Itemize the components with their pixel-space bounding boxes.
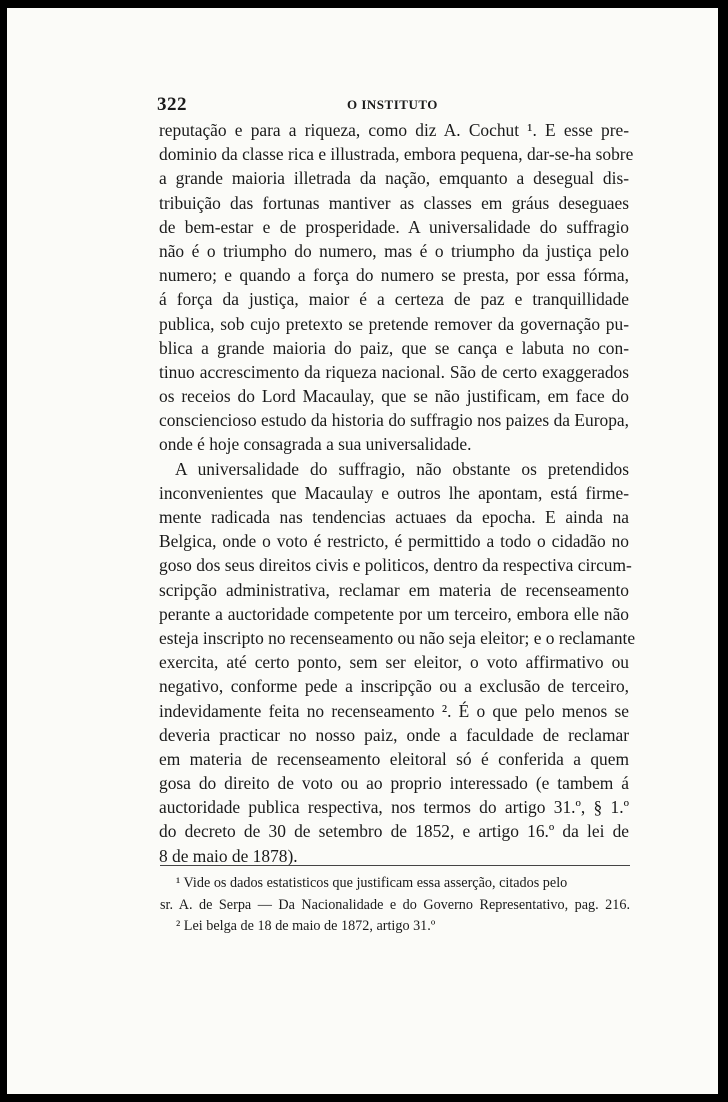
text-line: mente radicada nas tendencias actuaes da epocha. E ainda na — [159, 507, 629, 527]
text-line: gosa do direito de voto ou ao proprio interessado (e tambem á — [159, 773, 629, 794]
text-line: tinuo accrescimento da riqueza nacional. São de certo exaggerados — [159, 361, 629, 382]
text-line: numero; e quando a força do numero se presta, por essa fórma, — [159, 265, 629, 286]
text-line: inconvenientes que Macaulay e outros lhe apontam, está firme- — [159, 482, 629, 503]
page-number: 322 — [157, 94, 187, 115]
text-line: indevidamente feita no recenseamento ². É o que pelo menos se — [159, 700, 629, 721]
text-line: 8 de maio de 1878). — [159, 845, 298, 866]
body-text — [159, 118, 636, 868]
text-line: blica a grande maioria do paiz, que se cança e labuta no con- — [159, 337, 629, 358]
page-header — [157, 94, 637, 116]
text-line: esteja inscripto no recenseamento ou não seja eleitor; e o reclamante — [159, 627, 636, 648]
text-line: dominio da classe rica e illustrada, embora pequena, dar-se-ha sobre — [159, 144, 634, 165]
footnote: ² Lei belga de 18 de maio de 1872, artigo 31.º — [176, 918, 436, 934]
text-line: deveria practicar no nosso paiz, onde a faculdade de reclamar — [159, 724, 629, 745]
text-line: perante a auctoridade competente por um terceiro, embora elle não — [159, 603, 629, 624]
footnote-divider — [160, 865, 630, 866]
text-line: do decreto de 30 de setembro de 1852, e artigo 16.º da lei de — [159, 821, 629, 842]
text-line: publica, sob cujo pretexto se pretende remover da governação pu- — [159, 313, 629, 334]
text-line: não é o triumpho do numero, mas é o triumpho da justiça pelo — [159, 240, 629, 261]
text-line: de bem-estar e de prosperidade. A universalidade do suffragio — [159, 216, 629, 237]
text-line: consciencioso estudo da historia do suffragio nos paizes da Europa, — [159, 410, 629, 431]
text-line: á força da justiça, maior é a certeza de paz e tranquillidade — [159, 289, 629, 310]
footnotes — [160, 873, 630, 938]
footnote: sr. A. de Serpa — Da Nacionalidade e do Governo Representativo, pag. 216. — [160, 896, 630, 913]
text-line: os receios do Lord Macaulay, que se não justificam, em face do — [159, 386, 629, 407]
text-line: onde é hoje consagrada a sua universalidade. — [159, 434, 472, 455]
text-line: Belgica, onde o voto é restricto, é permittido a todo o cidadão no — [159, 531, 629, 552]
text-line: goso dos seus direitos civis e politicos, dentro da respectiva circum- — [159, 555, 632, 576]
text-line: reputação e para a riqueza, como diz A. Cochut ¹. E esse pre- — [159, 120, 629, 140]
text-line: em materia de recenseamento eleitoral só é conferida a quem — [159, 748, 629, 769]
footnote: ¹ Vide os dados estatisticos que justificam essa asserção, citados pelo — [176, 875, 568, 891]
text-line: scripção administrativa, reclamar em materia de recenseamento — [159, 579, 629, 600]
text-line: negativo, conforme pede a inscripção ou a exclusão de terceiro, — [159, 676, 629, 697]
text-line: tribuição das fortunas mantiver as classes em gráus deseguaes — [159, 192, 629, 213]
text-line: exercita, até certo ponto, sem ser eleitor, o voto affirmativo ou — [159, 652, 629, 673]
text-line: auctoridade publica respectiva, nos termos do artigo 31.º, § 1.º — [159, 797, 629, 818]
text-line: A universalidade do suffragio, não obstante os pretendidos — [175, 458, 629, 479]
text-line: a grande maioria illetrada da nação, emquanto a desegual dis- — [159, 168, 629, 189]
running-title: O INSTITUTO — [347, 97, 438, 112]
